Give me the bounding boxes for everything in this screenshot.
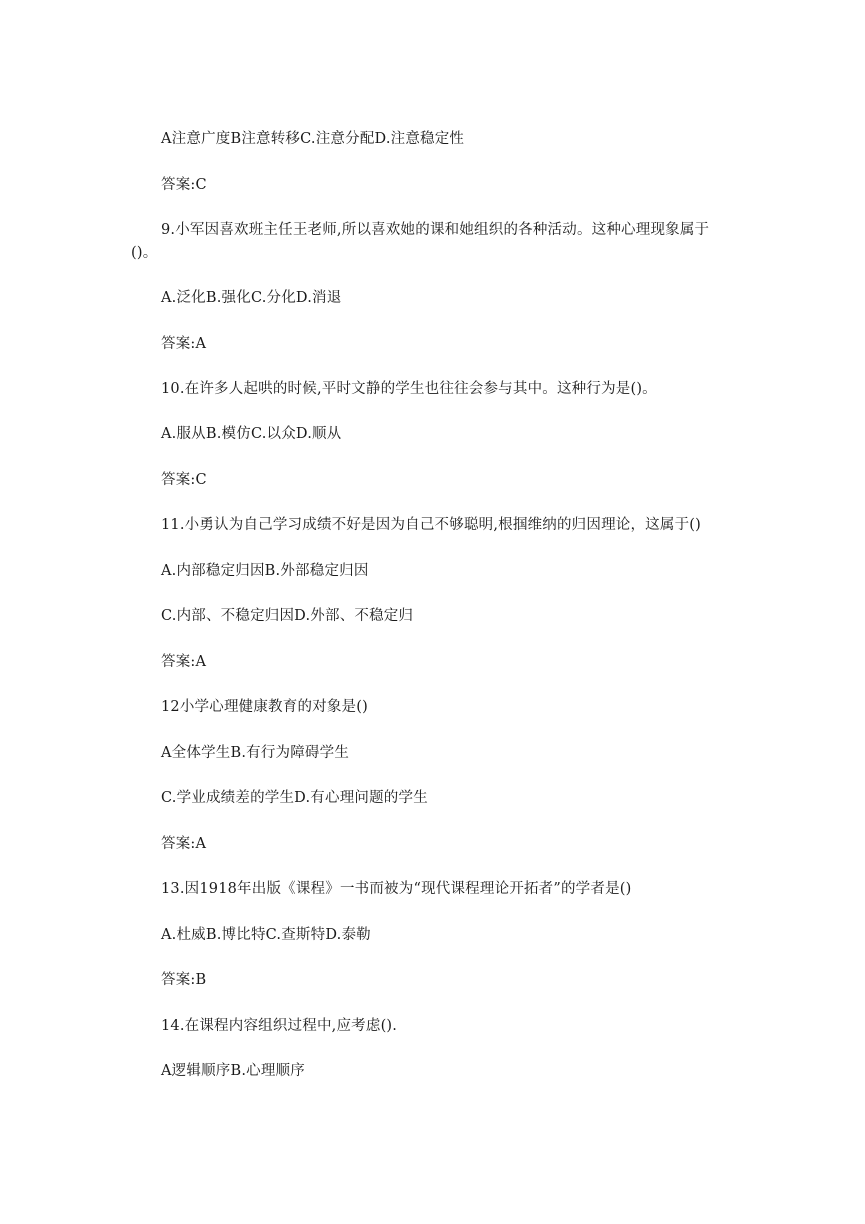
- q12-options-1: A全体学生B.有行为障碍学生: [161, 745, 350, 761]
- q13-options: A.杜威B.博比特C.查斯特D.泰勒: [161, 927, 371, 943]
- q14-options: A逻辑顺序B.心理顺序: [161, 1063, 305, 1079]
- q11-options-2: C.内部、不稳定归因D.外部、不稳定归: [161, 608, 414, 624]
- q12-answer: 答案:A: [161, 836, 207, 852]
- q8-answer: 答案:C: [161, 177, 207, 193]
- q12-question: 12小学心理健康教育的对象是(): [161, 699, 368, 715]
- q12-options-2: C.学业成绩差的学生D.有心理问题的学生: [161, 790, 428, 806]
- q14-question: 14.在课程内容组织过程中,应考虑().: [161, 1018, 398, 1034]
- q9-answer: 答案:A: [161, 336, 207, 352]
- q13-answer: 答案:B: [161, 972, 207, 988]
- q10-answer: 答案:C: [161, 472, 207, 488]
- q8-options: A注意广度B注意转移C.注意分配D.注意稳定性: [161, 131, 465, 147]
- q9-options: A.泛化B.强化C.分化D.消退: [161, 290, 342, 306]
- q9-question-cont: ()。: [131, 245, 158, 261]
- q11-options-1: A.内部稳定归因B.外部稳定归因: [161, 563, 369, 579]
- q10-options: A.服从B.模仿C.以众D.顺从: [161, 426, 342, 442]
- q10-question: 10.在许多人起哄的时候,平时文静的学生也往往会参与其中。这种行为是()。: [161, 381, 657, 397]
- q11-answer: 答案:A: [161, 654, 207, 670]
- q13-question: 13.因1918年出版《课程》一书而被为“现代课程理论开拓者”的学者是(): [161, 881, 632, 897]
- q11-question: 11.小勇认为自己学习成绩不好是因为自己不够聪明,根掴维纳的归因理论，这属于(): [161, 517, 701, 533]
- q9-question: 9.小军因喜欢班主任王老师,所以喜欢她的课和她组织的各种活动。这种心理现象属于: [161, 222, 710, 238]
